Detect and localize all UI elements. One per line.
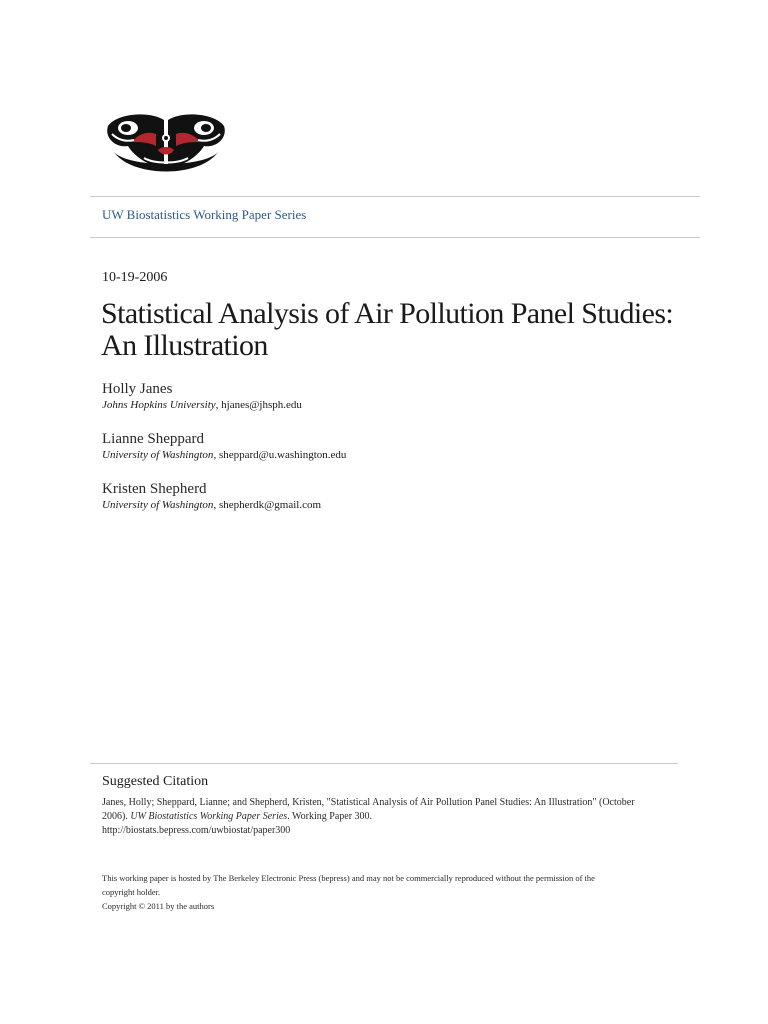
author-name[interactable]: Lianne Sheppard — [102, 431, 205, 447]
author-affiliation — [102, 398, 302, 413]
paper-title — [101, 298, 701, 362]
copyright-notice: Copyright © 2011 by the authors — [102, 901, 215, 911]
paper-title-line2: An Illustration — [101, 329, 268, 362]
series-link[interactable]: UW Biostatistics Working Paper Series — [102, 207, 307, 222]
author-email: , hjanes@jhsph.edu — [215, 399, 302, 411]
citation-line1: Janes, Holly; Sheppard, Lianne; and Shepherd, Kristen, "Statistical Analysis of Air Pollution Panel Studies: An Illustration" (October — [102, 797, 635, 808]
uw-logo-icon — [104, 112, 228, 178]
citation-rule — [90, 763, 678, 764]
header-top-rule — [90, 196, 700, 197]
author-affiliation — [102, 498, 321, 513]
author-block — [102, 480, 321, 513]
paper-date: 10-19-2006 — [102, 270, 168, 285]
hosting-notice-line1: This working paper is hosted by The Berkeley Electronic Press (bepress) and may not be commercially reproduced without the permission of the — [102, 873, 595, 883]
citation-series: UW Biostatistics Working Paper Series — [130, 811, 288, 822]
footer-notice — [102, 871, 662, 913]
author-email: , shepherdk@gmail.com — [213, 499, 322, 511]
paper-title-line1: Statistical Analysis of Air Pollution Panel Studies: — [101, 297, 674, 330]
hosting-notice-line2: copyright holder. — [102, 887, 161, 897]
author-institution: University of Washington — [102, 499, 214, 511]
author-name[interactable]: Holly Janes — [102, 381, 173, 397]
citation-url[interactable]: http://biostats.bepress.com/uwbiostat/paper300 — [102, 825, 291, 836]
citation-body — [102, 796, 672, 838]
citation-heading: Suggested Citation — [102, 774, 209, 789]
author-block — [102, 380, 302, 413]
author-name[interactable]: Kristen Shepherd — [102, 481, 207, 497]
author-institution: Johns Hopkins University — [102, 399, 216, 411]
author-affiliation — [102, 448, 346, 463]
author-block — [102, 430, 346, 463]
author-institution: University of Washington — [102, 449, 214, 461]
header-bottom-rule — [90, 237, 700, 238]
citation-line2-suffix: . Working Paper 300. — [287, 811, 373, 822]
author-email: , sheppard@u.washington.edu — [213, 449, 347, 461]
citation-line2-prefix: 2006). — [102, 811, 131, 822]
